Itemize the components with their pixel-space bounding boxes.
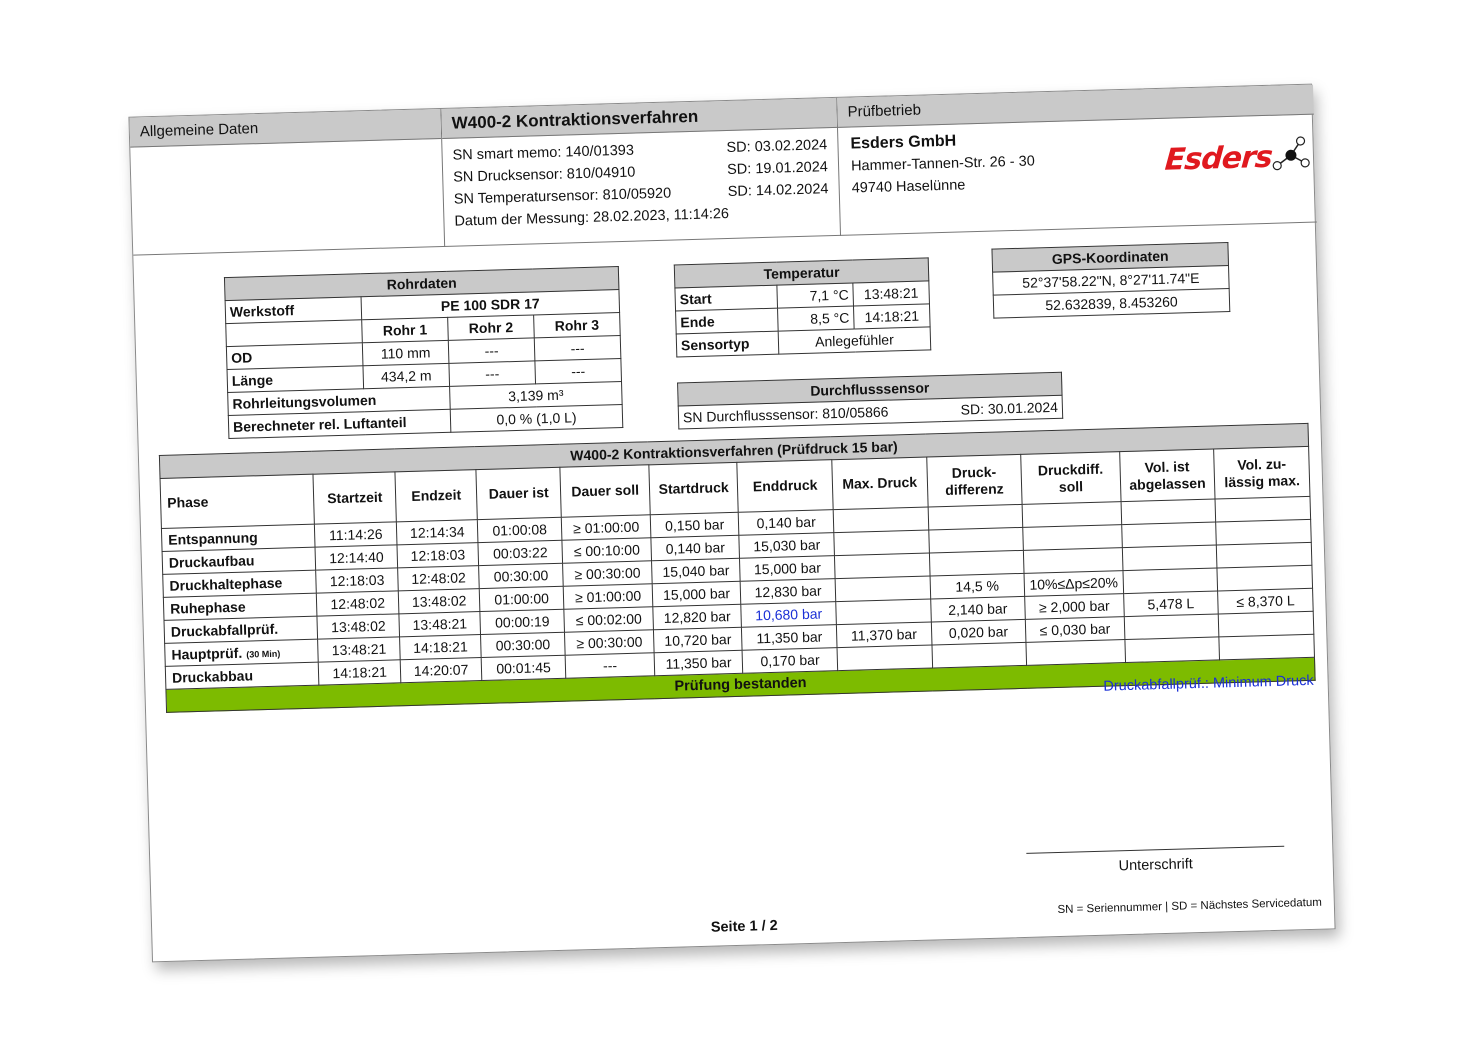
table-cell: [1218, 611, 1313, 637]
phase-name: Druckabfallprüf.: [164, 616, 317, 643]
table-cell: [837, 645, 932, 671]
column-header: Enddruck: [737, 460, 833, 513]
table-cell: 01:00:08: [477, 517, 562, 542]
table-cell: 12:14:40: [315, 545, 398, 570]
company-street: Hammer-Tannen-Str. 26 - 30: [850, 153, 1035, 175]
table-cell: 01:00:00: [479, 586, 564, 611]
flow-sensor-panel: [677, 372, 1063, 430]
flow-sensor-service-date: SD: 30.01.2024: [940, 395, 1063, 421]
table-cell: 0,150 bar: [650, 512, 739, 537]
table-cell: 12:14:34: [397, 520, 478, 545]
table-cell: 15,000 bar: [652, 581, 741, 606]
od-label: OD: [226, 343, 363, 370]
table-cell: 12,820 bar: [653, 604, 742, 629]
table-cell: 11,350 bar: [742, 625, 837, 651]
minimum-pressure-cell: 10,680 bar: [741, 602, 836, 628]
table-cell: [928, 527, 1023, 553]
table-cell: 0,020 bar: [931, 619, 1026, 645]
test-phases-panel: [159, 423, 1316, 713]
test-company-label: Prüfbetrieb: [837, 85, 1314, 128]
column-header: Max. Druck: [832, 457, 928, 510]
column-header: Dauer ist: [476, 467, 562, 519]
table-cell: [1219, 634, 1314, 660]
gps-table: [991, 242, 1230, 319]
pipe-data-panel: [224, 266, 623, 439]
result-banner: Prüfung bestanden: [166, 657, 1315, 712]
column-header: Startzeit: [313, 472, 397, 524]
table-cell: 12:18:03: [316, 568, 399, 593]
table-cell: 12:48:02: [316, 591, 399, 616]
sd-line: SD: 03.02.2024: [726, 137, 828, 157]
phase-name: Druckhaltephase: [163, 570, 316, 597]
pipe-data-title: Rohrdaten: [224, 267, 618, 301]
sd-line: SD: 14.02.2024: [727, 181, 829, 200]
memo-line: SN Temperatursensor: 810/05920: [453, 185, 672, 208]
test-phases-table: [159, 423, 1316, 713]
table-cell: 00:30:00: [480, 632, 565, 657]
length-value: ---: [535, 359, 622, 384]
gps-panel: [991, 242, 1230, 319]
gps-dms: 52°37'58.22"N, 8°27'11.74"E: [993, 266, 1230, 296]
pipe-column-header: Rohr 1: [362, 317, 449, 342]
table-cell: [1022, 502, 1121, 528]
end-time: 14:18:21: [853, 304, 930, 329]
air-ratio-value: 0,0 % (1,0 L): [450, 405, 623, 433]
table-cell: [929, 550, 1024, 576]
temperature-title: Temperatur: [674, 258, 929, 288]
pipe-column-header: Rohr 2: [448, 315, 535, 340]
esders-logo: [1165, 139, 1314, 187]
table-cell: 14:18:21: [400, 635, 481, 660]
length-label: Länge: [227, 366, 364, 393]
general-data-cell: [129, 109, 445, 256]
column-header: Startdruck: [649, 462, 739, 514]
start-label: Start: [675, 285, 778, 311]
table-cell: [1215, 496, 1310, 522]
table-cell: 11,350 bar: [654, 650, 743, 675]
method-title: W400-2 Kontraktionsverfahren: [441, 98, 837, 139]
sensor-type-label: Sensortyp: [676, 331, 779, 357]
measurement-date: Datum der Messung: 28.02.2023, 11:14:26: [454, 205, 730, 230]
table-cell: ≥ 00:30:00: [565, 630, 654, 655]
table-cell: 2,140 bar: [930, 596, 1025, 622]
table-cell: 5,478 L: [1123, 591, 1218, 617]
header-band: [129, 85, 1316, 256]
table-cell: 13:48:21: [317, 637, 400, 662]
gps-decimal: 52.632839, 8.453260: [993, 289, 1230, 319]
table-cell: ≤ 00:10:00: [562, 538, 651, 563]
material-label: Werkstoff: [225, 297, 362, 324]
table-cell: 13:48:21: [399, 612, 480, 637]
table-cell: [1217, 565, 1312, 591]
method-cell: [441, 98, 841, 247]
table-cell: 00:30:00: [478, 563, 563, 588]
test-company-cell: [837, 85, 1317, 236]
table-cell: [1023, 548, 1122, 574]
material-value: PE 100 SDR 17: [361, 290, 620, 320]
start-temp: 7,1 °C: [777, 283, 854, 308]
start-time: 13:48:21: [853, 281, 930, 306]
table-cell: ≤ 8,370 L: [1218, 588, 1313, 614]
company-name: Esders GmbH: [850, 132, 957, 153]
temperature-panel: [674, 257, 931, 357]
table-cell: ≥ 2,000 bar: [1025, 594, 1124, 620]
table-cell: ≥ 01:00:00: [562, 515, 651, 540]
table-cell: [931, 642, 1026, 668]
od-value: 110 mm: [362, 340, 449, 365]
service-dates: [726, 134, 829, 203]
table-cell: 15,000 bar: [740, 556, 835, 582]
table-cell: 12,830 bar: [741, 579, 836, 605]
table-cell: [1124, 614, 1219, 640]
table-cell: ≤ 00:02:00: [564, 607, 653, 632]
pipe-column-header: Rohr 3: [534, 313, 621, 338]
table-cell: [834, 530, 929, 556]
table-cell: 14,5 %: [930, 573, 1025, 599]
length-value: 434,2 m: [363, 363, 450, 388]
table-cell: ≥ 00:30:00: [563, 561, 652, 586]
table-cell: 10%≤Δp≤20%: [1024, 571, 1123, 597]
length-value: ---: [449, 361, 536, 386]
flow-sensor-serial: SN Durchflusssensor: 810/05866: [678, 399, 941, 429]
table-cell: [1123, 568, 1218, 594]
table-cell: 0,140 bar: [651, 535, 740, 560]
table-cell: 0,140 bar: [739, 510, 834, 536]
end-temp: 8,5 °C: [778, 306, 855, 331]
signature-line: [1026, 846, 1284, 854]
gps-title: GPS-Koordinaten: [992, 243, 1229, 273]
table-cell: [836, 599, 931, 625]
general-data-label: Allgemeine Daten: [129, 109, 441, 148]
table-cell: 12:18:03: [397, 543, 478, 568]
phase-name: Druckabbau: [165, 662, 318, 689]
table-cell: [1121, 499, 1216, 525]
table-cell: 14:20:07: [401, 658, 482, 683]
od-value: ---: [534, 336, 621, 361]
column-header: Druck- differenz: [926, 454, 1022, 507]
signature-label: Unterschrift: [1118, 856, 1193, 875]
logo-wordmark: Esders: [1163, 139, 1274, 178]
column-header: Vol. zu- lässig max.: [1214, 446, 1310, 499]
table-cell: [1216, 519, 1311, 545]
duration-suffix: (30 Min): [246, 648, 281, 660]
pipe-data-table: [224, 266, 623, 439]
temperature-table: [674, 257, 931, 357]
table-cell: ≥ 01:00:00: [564, 584, 653, 609]
column-header: Vol. ist abgelassen: [1119, 449, 1215, 502]
table-cell: [1023, 525, 1122, 551]
column-header: Dauer soll: [560, 465, 650, 517]
test-table-title: W400-2 Kontraktionsverfahren (Prüfdruck 15 bar): [159, 423, 1308, 478]
column-header: Druckdiff. soll: [1021, 452, 1121, 505]
volume-label: Rohrleitungsvolumen: [228, 386, 451, 415]
column-header: Endzeit: [395, 470, 477, 522]
air-ratio-label: Berechneter rel. Luftanteil: [228, 409, 451, 438]
table-cell: 0,170 bar: [742, 648, 837, 674]
molecule-icon: [1270, 135, 1311, 176]
table-cell: 14:18:21: [318, 660, 401, 685]
table-cell: [1122, 545, 1217, 571]
flow-sensor-title: Durchflusssensor: [678, 372, 1062, 406]
phase-rows: [161, 496, 1314, 689]
table-cell: [835, 576, 930, 602]
table-cell: 00:01:45: [481, 655, 566, 680]
table-cell: [833, 507, 928, 533]
device-serials: [452, 137, 729, 233]
page-number: Seite 1 / 2: [710, 917, 778, 936]
od-value: ---: [448, 338, 535, 363]
table-cell: 12:48:02: [398, 566, 479, 591]
table-cell: 13:48:02: [399, 589, 480, 614]
report-sheet: [128, 84, 1335, 963]
table-cell: 00:03:22: [478, 540, 563, 565]
table-cell: 15,030 bar: [739, 533, 834, 559]
table-cell: 11:14:26: [314, 522, 397, 547]
flow-sensor-table: [677, 372, 1063, 430]
phase-name: Entspannung: [161, 524, 314, 551]
phase-name: Hauptprüf. (30 Min): [165, 639, 318, 666]
table-cell: 15,040 bar: [651, 558, 740, 583]
table-cell: [1217, 542, 1312, 568]
table-cell: 00:00:19: [480, 609, 565, 634]
memo-line: SN smart memo: 140/01393: [452, 142, 635, 164]
table-cell: [1125, 637, 1220, 663]
table-cell: [1026, 640, 1125, 666]
table-cell: ---: [565, 653, 654, 678]
table-cell: 13:48:02: [317, 614, 400, 639]
table-cell: [928, 504, 1023, 530]
table-cell: ≤ 0,030 bar: [1025, 617, 1124, 643]
sensor-type-value: Anlegefühler: [778, 327, 931, 354]
memo-line: SN Drucksensor: 810/04910: [453, 164, 636, 186]
table-cell: [834, 553, 929, 579]
company-address: [850, 128, 1036, 199]
sd-line: SD: 19.01.2024: [726, 159, 829, 178]
pressure-drop-note: Druckabfallprüf.: Minimum Druck: [1103, 672, 1314, 695]
column-header: Phase: [160, 474, 314, 528]
phase-name: Druckaufbau: [162, 547, 315, 574]
table-cell: 10,720 bar: [653, 627, 742, 652]
company-city: 49740 Haselünne: [851, 177, 966, 197]
table-cell: 11,370 bar: [836, 622, 931, 648]
phase-name: Ruhephase: [163, 593, 316, 620]
table-cell: [1121, 522, 1216, 548]
end-label: Ende: [676, 308, 779, 334]
abbreviation-legend: SN = Seriennummer | SD = Nächstes Servicedatum: [1057, 896, 1322, 917]
volume-value: 3,139 m³: [450, 382, 623, 410]
